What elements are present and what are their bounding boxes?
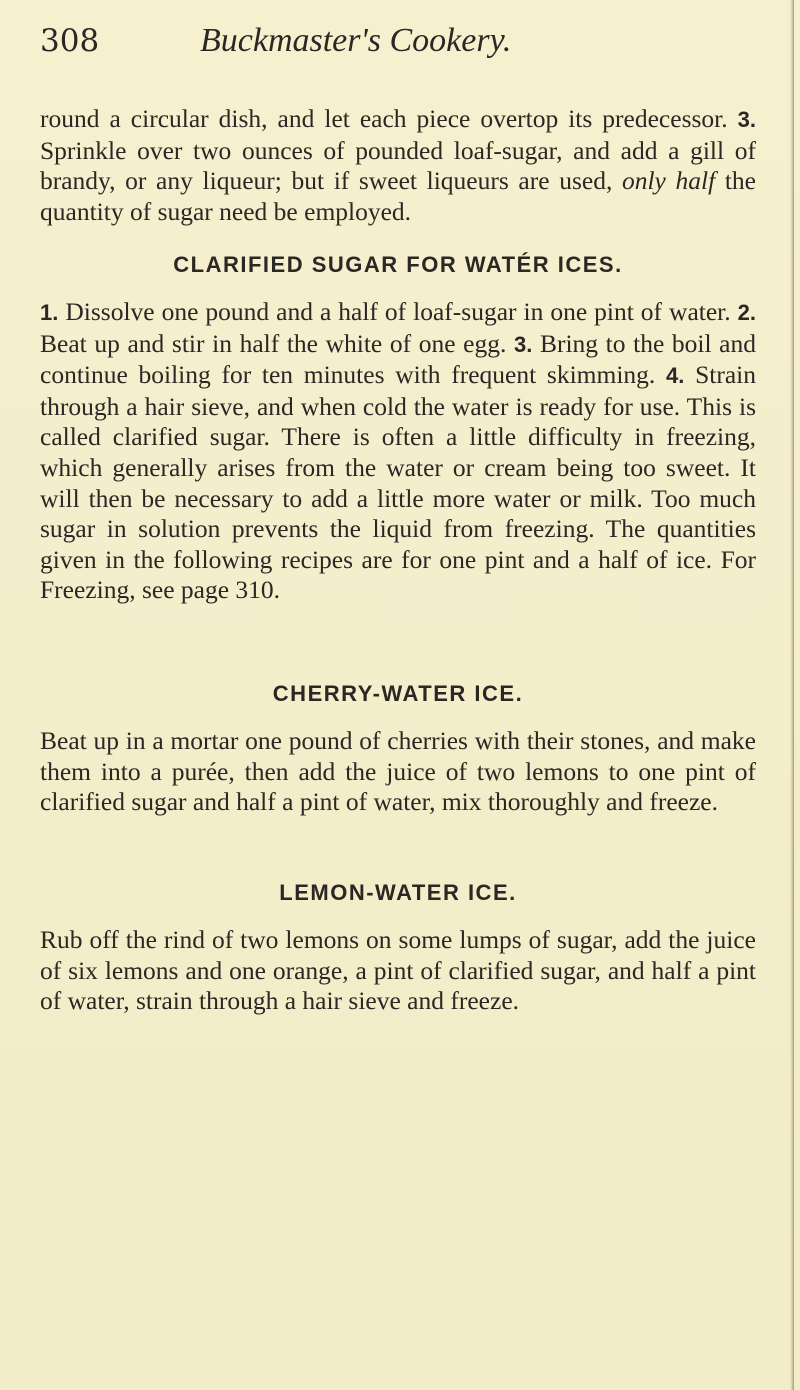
intro-text-b: Sprinkle over two ounces of pounded loaf-sugar, and add a gill of brandy, or any liqueur; but if sweet liqueurs are used, [40, 135, 756, 196]
clarified-step-1: Dissolve one pound and a half of loaf-sugar in one pint of water. [58, 297, 738, 326]
intro-text-a: round a circular dish, and let each piece overtop its predecessor. [40, 104, 738, 133]
heading-cherry-water-ice: CHERRY-WATER ICE. [272, 681, 524, 706]
cherry-water-ice-paragraph: Beat up in a mortar one pound of cherries with their stones, and make them into a purée, then add the juice of two lemons to one pint of clarified sugar and half a pint of water, mix thoroughly and freeze. [40, 726, 756, 817]
clarified-step-number-2: 2. [737, 300, 756, 325]
clarified-sugar-paragraph [40, 297, 756, 606]
page-number: 308 [40, 23, 100, 59]
clarified-step-3: Bring to the boil and continue boiling for ten minutes with frequent skimming. [40, 328, 756, 390]
heading-clarified-sugar: CLARIFIED SUGAR FOR WATÉR ICES. [173, 252, 623, 277]
intro-step-number-3: 3. [737, 107, 756, 132]
lemon-water-ice-paragraph: Rub off the rind of two lemons on some lumps of sugar, add the juice of six lemons and one orange, a pint of clarified sugar, and half a pint of water, strain through a hair sieve and freeze. [40, 925, 756, 1016]
page-edge [790, 0, 794, 1390]
intro-italic: only half [621, 166, 716, 196]
clarified-step-number-1: 1. [40, 300, 59, 325]
running-head [40, 16, 760, 66]
book-title: Buckmaster's Cookery. [200, 22, 512, 59]
clarified-step-number-3: 3. [513, 331, 533, 357]
clarified-step-number-4: 4. [666, 363, 685, 389]
intro-text-c: the quantity of sugar need be employed. [40, 166, 756, 226]
intro-paragraph [40, 104, 756, 227]
clarified-step-2: Beat up and stir in half the white of one egg. [40, 328, 514, 358]
clarified-step-4: Strain through a hair sieve, and when cold the water is ready for use. This is called clarified sugar. There is often a little difficulty in freezing, which generally arises from the water or cream being too sweet. It will then be necessary to add a little more water or milk. Too much sugar in solution prevents the liquid from freezing. The quantities given in the following recipes are for one pint and a half of ice. For Freezing, see page 310. [40, 360, 756, 605]
heading-lemon-water-ice: LEMON-WATER ICE. [279, 880, 517, 905]
